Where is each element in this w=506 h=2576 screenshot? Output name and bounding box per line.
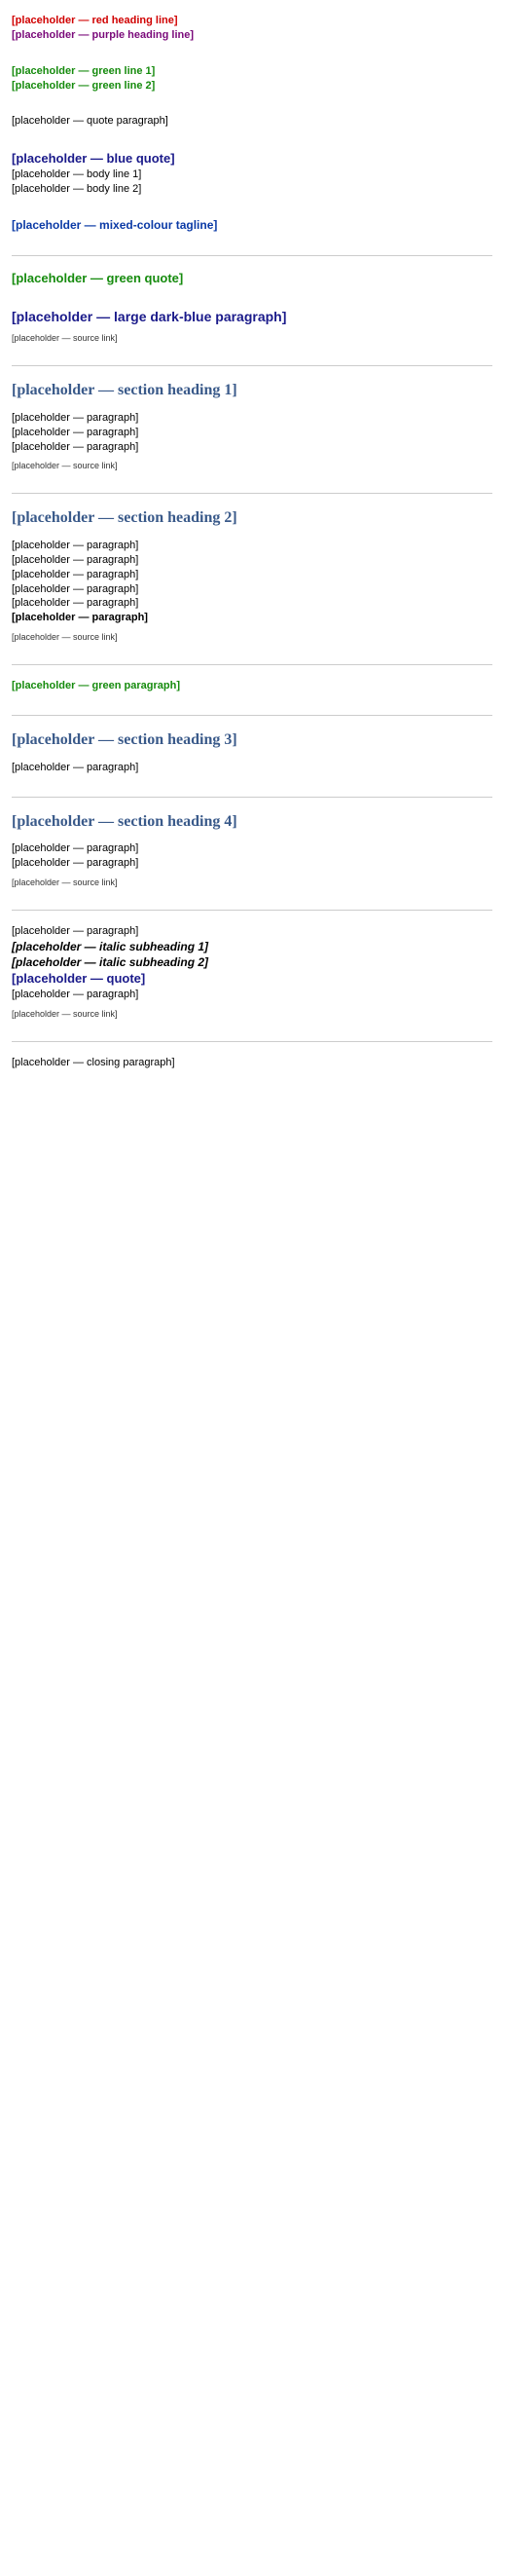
micro-section <box>12 811 492 888</box>
vibration-quote-block <box>12 114 492 129</box>
micro-source[interactable]: [placeholder — source link] <box>12 877 118 887</box>
investment-heading: [placeholder — section heading 2] <box>12 509 237 527</box>
tagline: [placeholder — mixed-colour tagline] <box>12 218 218 233</box>
closing-text: [placeholder — closing paragraph] <box>12 1056 175 1068</box>
health-p1: [placeholder — paragraph] <box>12 411 139 424</box>
investment-source[interactable]: [placeholder — source link] <box>12 632 118 643</box>
tagline-block <box>12 217 492 233</box>
security-heading: [placeholder — section heading 3] <box>12 731 237 749</box>
intro-block <box>12 14 492 43</box>
security-p1: [placeholder — paragraph] <box>12 761 139 773</box>
percent-body2: [placeholder — body line 2] <box>12 182 142 195</box>
protective-block <box>12 679 492 693</box>
investment-p1: [placeholder — paragraph] <box>12 540 139 552</box>
security-section <box>12 729 492 774</box>
study-block <box>12 308 492 344</box>
happiness-percent-block <box>12 150 492 196</box>
health-heading: [placeholder — section heading 1] <box>12 382 237 399</box>
vibration-quote: [placeholder — quote paragraph] <box>12 115 168 128</box>
micro-p1: [placeholder — paragraph] <box>12 842 139 855</box>
micro-heading: [placeholder — section heading 4] <box>12 812 237 830</box>
health-p2: [placeholder — paragraph] <box>12 426 139 438</box>
divider <box>12 715 492 716</box>
love-more-line1: [placeholder — green line 1] <box>12 64 156 77</box>
investment-p3: [placeholder — paragraph] <box>12 568 139 580</box>
health-p3: [placeholder — paragraph] <box>12 440 139 453</box>
investment-p2: [placeholder — paragraph] <box>12 553 139 566</box>
percent-body1: [placeholder — body line 1] <box>12 168 142 180</box>
divider <box>12 797 492 798</box>
aron-block <box>12 924 492 1020</box>
divider <box>12 1041 492 1042</box>
health-source[interactable]: [placeholder — source link] <box>12 461 118 471</box>
aron-p1: [placeholder — paragraph] <box>12 924 139 937</box>
intro-red-line: [placeholder — red heading line] <box>12 15 178 26</box>
divider <box>12 664 492 665</box>
aron-quote: [placeholder — quote] <box>12 971 146 987</box>
love-more-line2: [placeholder — green line 2] <box>12 79 156 92</box>
intro-purple-line: [placeholder — purple heading line] <box>12 28 195 41</box>
divider <box>12 910 492 911</box>
closing-block <box>12 1056 492 1070</box>
divider <box>12 365 492 366</box>
investment-p4: [placeholder — paragraph] <box>12 582 139 595</box>
divider <box>12 493 492 494</box>
protective-text: [placeholder — green paragraph] <box>12 680 180 692</box>
study-text: [placeholder — large dark-blue paragraph] <box>12 309 287 325</box>
micro-p2: [placeholder — paragraph] <box>12 857 139 869</box>
investment-p6: [placeholder — paragraph] <box>12 612 148 624</box>
love-more-block <box>12 64 492 93</box>
positive-energy-block <box>12 270 492 287</box>
divider <box>12 255 492 256</box>
investment-p5: [placeholder — paragraph] <box>12 597 139 610</box>
health-section <box>12 380 492 471</box>
aron-p2: [placeholder — paragraph] <box>12 988 139 1000</box>
aron-h2: [placeholder — italic subheading 2] <box>12 955 209 970</box>
aron-h1: [placeholder — italic subheading 1] <box>12 939 209 953</box>
investment-section <box>12 507 492 643</box>
aron-source[interactable]: [placeholder — source link] <box>12 1008 118 1019</box>
positive-energy-quote: [placeholder — green quote] <box>12 270 184 285</box>
study-source[interactable]: [placeholder — source link] <box>12 333 118 344</box>
percent-quote: [placeholder — blue quote] <box>12 151 175 167</box>
article <box>0 0 506 1070</box>
